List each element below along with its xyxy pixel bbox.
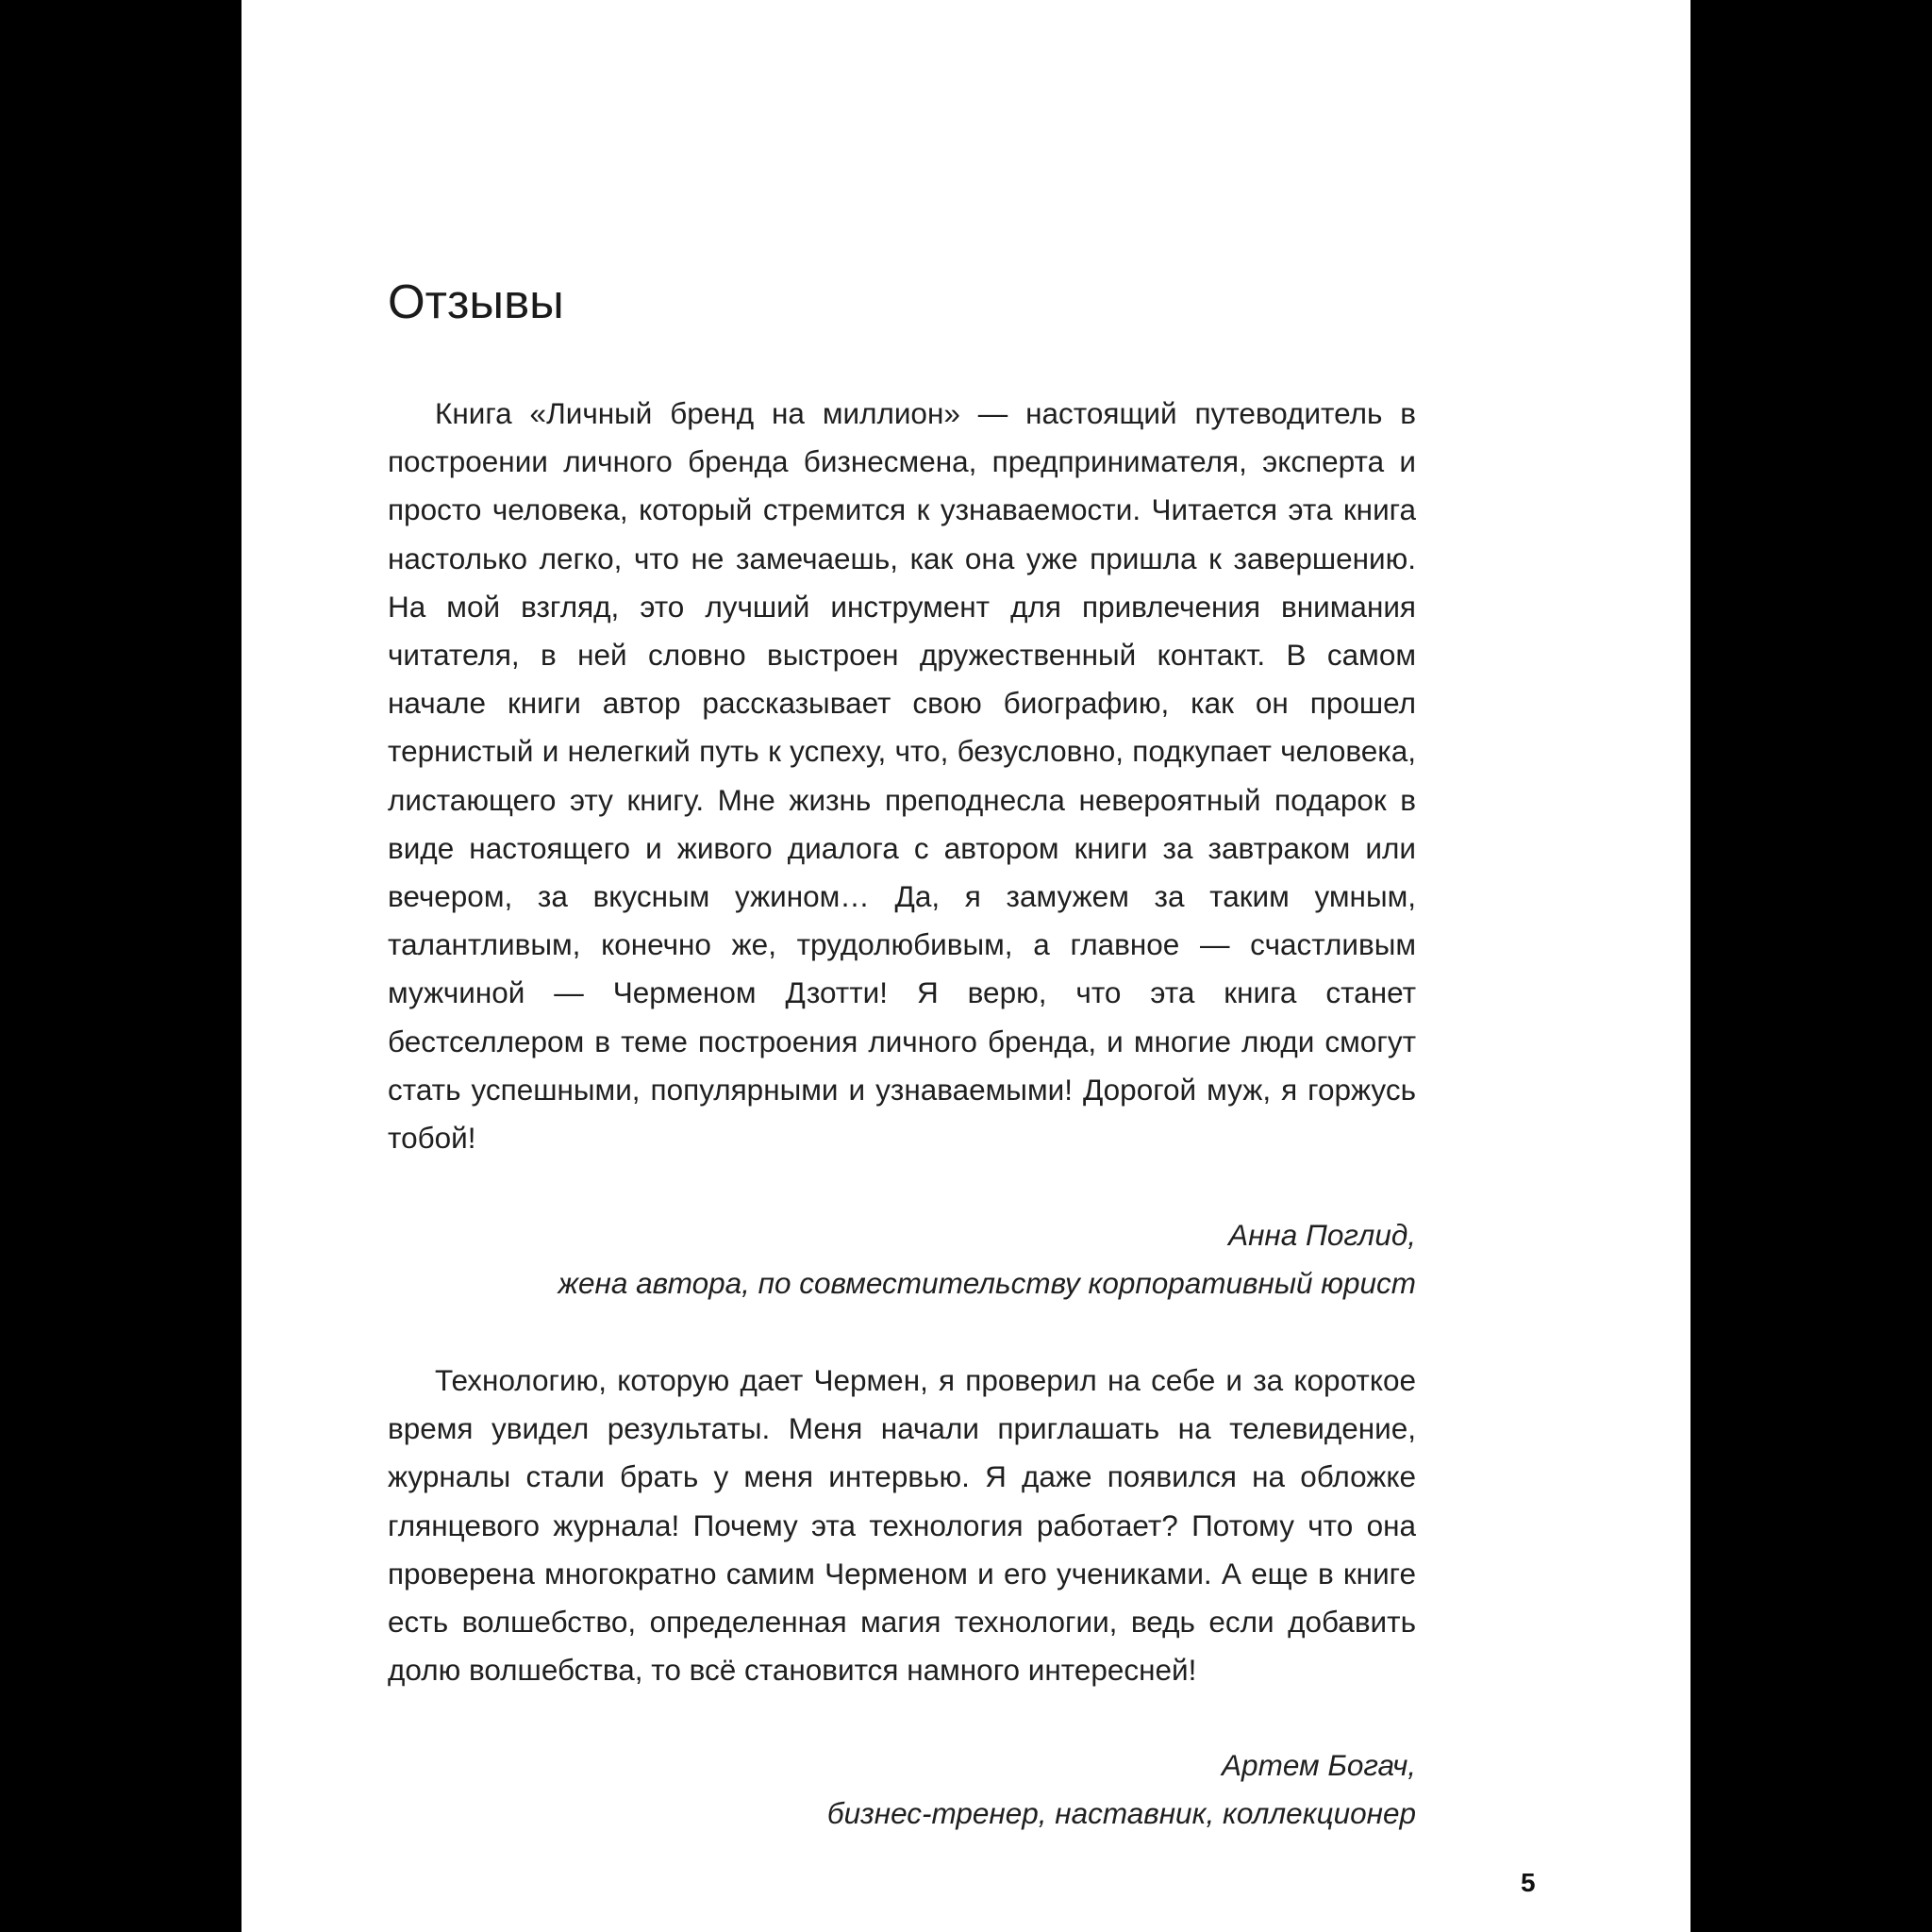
review-author-2: Артем Богач,	[1222, 1748, 1416, 1782]
review-author-1: Анна Поглид,	[1228, 1218, 1416, 1252]
review-signature-2	[388, 1741, 1416, 1838]
review-author-role-2: бизнес-тренер, наставник, коллекционер	[826, 1796, 1416, 1831]
review-text-1: Книга «Личный бренд на миллион» — настоящий путеводитель в построении личного бренда бизнесмена, предпринимателя, эксперта и просто человека, который стремится к узнаваемости. Читается эта книга настолько легко, что не замечаешь, как она уже пришла к завершению. На мой взгляд, это лучший инструмент для привлечения внимания читателя, в ней словно выстроен дружественный контакт. В самом начале книги автор рассказывает свою биографию, как он прошел тернистый и нелегкий путь к успеху, что, безусловно, подкупает человека, листающего эту книгу. Мне жизнь преподнесла невероятный подарок в виде настоящего и живого диалога с автором книги за завтраком или вечером, за вкусным ужином… Да, я замужем за таким умным, талантливым, конечно же, трудолюбивым, а главное — счастливым мужчиной — Черменом Дзотти! Я верю, что эта книга станет бестселлером в теме построения личного бренда, и многие люди смогут стать успешными, популярными и узнаваемыми! Дорогой муж, я горжусь тобой!	[388, 396, 1416, 1156]
review-text-2: Технологию, которую дает Чермен, я проверил на себе и за короткое время увидел результаты. Меня начали приглашать на телевидение, журналы стали брать у меня интервью. Я даже появился на обложке глянцевого журнала! Почему эта технология работает? Потому что она проверена многократно самим Черменом и его учениками. А еще в книге есть волшебство, определенная магия технологии, ведь если добавить долю волшебства, то всё становится намного интересней!	[388, 1363, 1416, 1688]
book-page	[242, 0, 1690, 1932]
review-signature-1	[388, 1211, 1416, 1307]
page-title: Отзывы	[388, 275, 564, 328]
review-author-role-1: жена автора, по совместительству корпоративный юрист	[558, 1266, 1416, 1301]
page-number: 5	[1521, 1868, 1536, 1897]
